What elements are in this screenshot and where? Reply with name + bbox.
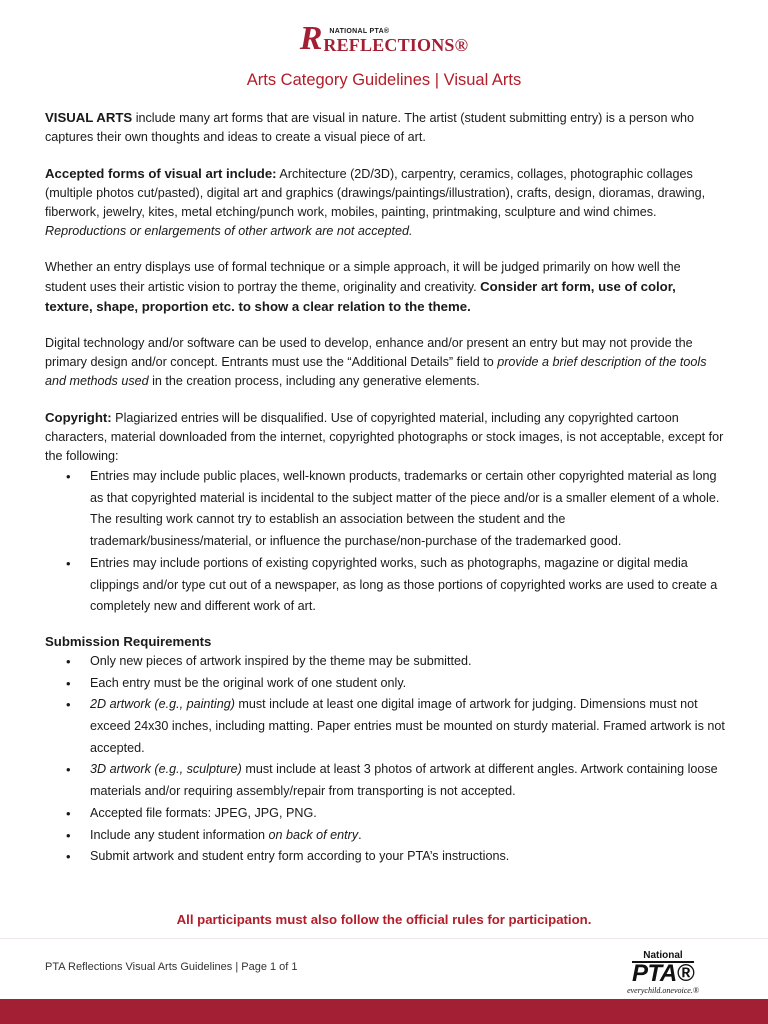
- item-italic: on back of entry: [268, 827, 359, 842]
- footer-logo-tagline: everychild.onevoice.®: [627, 986, 699, 995]
- intro-text: include many art forms that are visual in nature. The artist (student submitting entry) is a person who captures their own thoughts and ideas to create a visual piece of art.: [45, 111, 695, 144]
- list-item: • Accepted file formats: JPEG, JPG, PNG.: [90, 803, 725, 825]
- accepted-forms-paragraph: [45, 164, 725, 241]
- judging-paragraph: [45, 258, 725, 317]
- page-title: Arts Category Guidelines | Visual Arts: [246, 71, 522, 89]
- item-text: Include any student information: [90, 827, 269, 842]
- list-item: • Entries may include portions of existing copyrighted works, such as photographs, magazine or digital media clippings and/or type cut out of a newspaper, as long as those portions of copyrighted works are used to create a completely new and different work of art.: [90, 553, 725, 618]
- intro-label: VISUAL ARTS: [45, 110, 133, 125]
- national-pta-logo: [622, 950, 704, 996]
- list-item: • Only new pieces of artwork inspired by the theme may be submitted.: [90, 651, 725, 673]
- list-item: [90, 825, 725, 847]
- requirements-list: [45, 651, 725, 868]
- item-text: .: [358, 827, 362, 842]
- copyright-text: Plagiarized entries will be disqualified. Use of copyrighted material, including any copyrighted cartoon characters, material downloaded from the internet, copyrighted photographs or stock images, is not acceptable, except for the following:: [45, 411, 724, 463]
- item-text: must include at least 3 photos of artwork at different angles. Artwork containing loose materials and/or requiring assembly/repair from transporting is not accepted.: [90, 762, 718, 799]
- document-body: [45, 108, 725, 868]
- copyright-label: Copyright:: [45, 410, 112, 425]
- item-italic: 3D artwork (e.g., sculpture): [90, 762, 242, 777]
- accepted-label: Accepted forms of visual art include:: [45, 166, 277, 181]
- logo-national-pta: NATIONAL PTA®: [329, 28, 390, 35]
- reflections-logo-mark: R: [299, 20, 323, 57]
- footer-logo-national: National: [643, 950, 683, 961]
- footer-color-bar: [0, 999, 768, 1024]
- reflections-logo: [0, 22, 768, 56]
- footer-page-info: PTA Reflections Visual Arts Guidelines | Page 1 of 1: [45, 961, 298, 973]
- footer-divider: [0, 938, 768, 939]
- intro-paragraph: [45, 108, 725, 147]
- requirements-section: [45, 632, 725, 868]
- accepted-note: Reproductions or enlargements of other artwork are not accepted.: [45, 224, 413, 238]
- digital-text-1: Digital technology and/or software can be used to develop, enhance and/or present an entry but may not provide the primary design and/or concept. Entrants must use the “Additional Details” field to: [45, 336, 693, 369]
- list-item: [90, 694, 725, 759]
- accepted-text: Architecture (2D/3D), carpentry, ceramics, collages, photographic collages (multiple photos cut/pasted), digital art and graphics (drawings/paintings/illustration), crafts, design, dioramas, drawing, fiberwork, jewelry, kites, metal etching/punch work, mobiles, painting, printmaking, sculpture and wind chimes.: [45, 167, 706, 219]
- item-italic: 2D artwork (e.g., painting): [90, 697, 235, 712]
- closing-notice: All participants must also follow the official rules for participation.: [176, 912, 592, 927]
- requirements-heading: Submission Requirements: [45, 633, 212, 649]
- digital-paragraph: [45, 334, 725, 391]
- item-text: must include at least one digital image of artwork for judging. Dimensions must not exceed 24x30 inches, including matting. Paper entries must be mounted on sturdy material. Framed artwork is not accepted.: [90, 697, 725, 755]
- logo-reflections-wordmark: REFLECTIONS®: [323, 35, 469, 55]
- digital-italic: provide a brief description of the tools and methods used: [45, 355, 707, 388]
- digital-text-2: in the creation process, including any generative elements.: [148, 374, 480, 388]
- list-item: • Entries may include public places, well-known products, trademarks or certain other copyrighted material as long as that copyrighted material is incidental to the subject matter of the piece and/or is a smaller element of a whole. The resulting work cannot try to establish an association between the student and the trademark/business/material, or influence the purchase/non-purchase of the trademarked good.: [90, 466, 725, 553]
- judging-emphasis: Consider art form, use of color, texture, shape, proportion etc. to show a clear relation to the theme.: [45, 279, 676, 314]
- copyright-section: [45, 408, 725, 618]
- list-item: • Submit artwork and student entry form according to your PTA’s instructions.: [90, 846, 725, 868]
- list-item: [90, 759, 725, 802]
- judging-text: Whether an entry displays use of formal technique or a simple approach, it will be judged primarily on how well the student uses their artistic vision to portray the theme, originality and creativity.: [45, 260, 681, 294]
- footer-logo-pta: PTA®: [632, 960, 694, 987]
- copyright-intro: [45, 408, 725, 466]
- copyright-exceptions-list: [45, 466, 725, 618]
- list-item: • Each entry must be the original work of one student only.: [90, 673, 725, 695]
